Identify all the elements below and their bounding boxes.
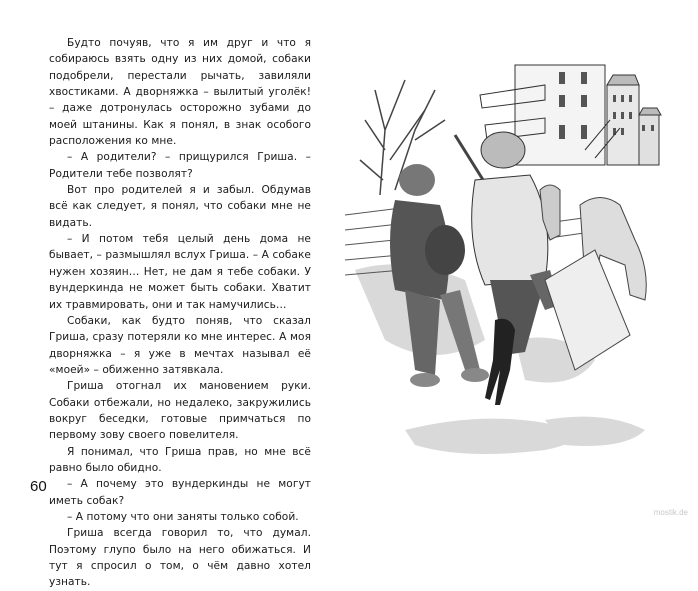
paragraph: – А почему это вундеркинды не могут иметь собак?	[49, 478, 311, 507]
paragraph: Будто почуяв, что я им друг и что я собираюсь взять одну из них домой, собаки подобрели, перестали рычать, завиляли хвостиками. А дворняжка – вылитый уголёк! – даже дотронулась осторожно зубами до моей штанины. Как я понял, в знак особого расположения ко мне.	[49, 37, 311, 148]
paragraph: – А родители? – прищурился Гриша. – Родители тебе позволят?	[49, 151, 311, 180]
paragraph: Собаки, как будто поняв, что сказал Гриша, сразу потеряли ко мне интерес. А моя дворняжка – я уже в мечтах называл её «моей» – обиженно затявкала.	[49, 314, 311, 376]
paragraph: – И потом тебя целый день дома не бывает, – размышлял вслух Гриша. – А собаке нужен хозяин… Нет, не дам я тебе собаки. У вундеркинда не может быть собаки. Хватит их травмировать, они и так намучились…	[49, 233, 311, 311]
page-number: 60	[30, 478, 47, 495]
paragraph: Гриша всегда говорил то, что думал. Поэтому глупо было на него обижаться. И тут я спросил о том, о чём давно хотел узнать.	[49, 527, 311, 589]
illustration	[345, 40, 680, 460]
paragraph: Вот про родителей я и забыл. Обдумав всё как следует, я понял, что собаки мне не видать.	[49, 184, 311, 229]
watermark: mostik.de	[653, 508, 688, 517]
paragraph: – А потому что они заняты только собой.	[67, 510, 299, 523]
paragraph: Гриша отогнал их мановением руки. Собаки отбежали, но недалеко, закружились вокруг беседки, готовые примчаться по первому зову своего повелителя.	[49, 380, 311, 442]
body-text	[49, 35, 311, 591]
paragraph: Я понимал, что Гриша прав, но мне всё равно было обидно.	[49, 445, 311, 474]
